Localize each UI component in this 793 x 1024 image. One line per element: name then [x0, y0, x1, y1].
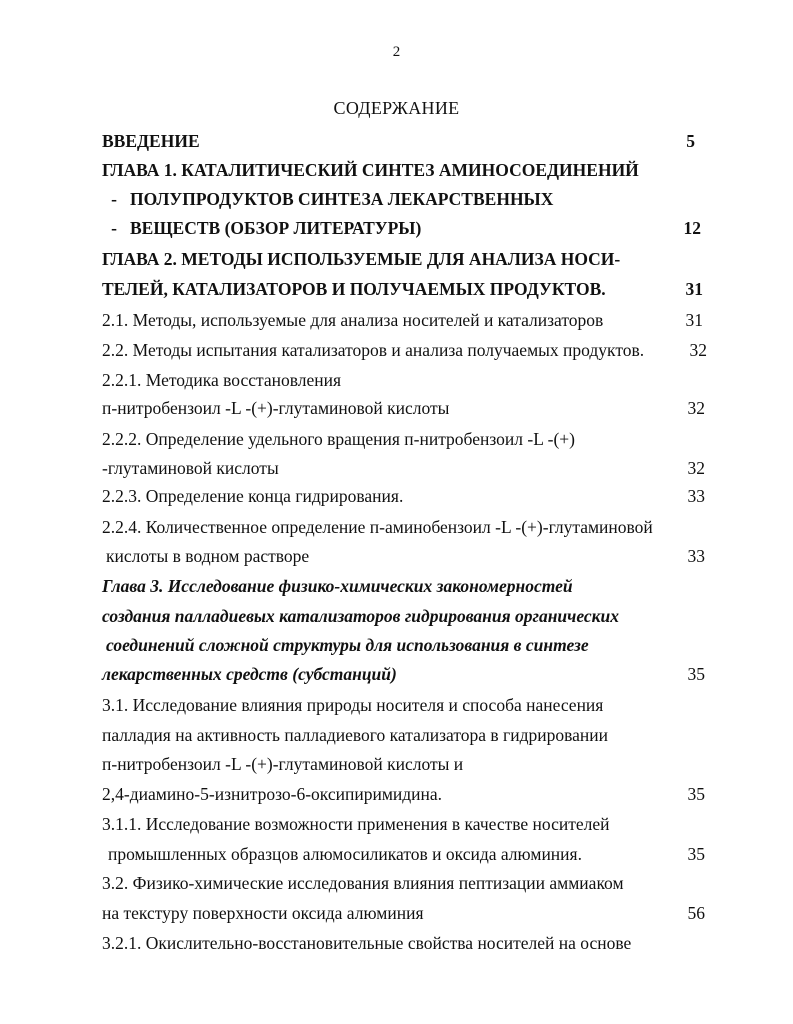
- toc-entry-text: 2.2.3. Определение конца гидрирования.: [102, 486, 404, 506]
- toc-entry-text: п-нитробензоил -L -(+)-глутаминовой кислоты и: [102, 754, 464, 774]
- toc-entry-page: 33: [687, 486, 705, 506]
- toc-entry-page: 32: [687, 398, 705, 418]
- toc-entry: [0, 427, 793, 451]
- toc-entry-text: кислоты в водном растворе: [106, 546, 310, 566]
- toc-entry-text: соединений сложной структуры для использования в синтезе: [106, 635, 589, 655]
- toc-entry-dash: -: [111, 218, 117, 238]
- toc-entry-page: 31: [685, 310, 703, 330]
- toc-entry: [0, 812, 793, 836]
- toc-entry: [0, 187, 793, 211]
- toc-entry: [0, 752, 793, 776]
- toc-entry-text: 3.1. Исследование влияния природы носителя и способа нанесения: [102, 695, 604, 715]
- toc-entry-text: ВВЕДЕНИЕ: [102, 131, 200, 151]
- toc-entry: [0, 515, 793, 539]
- toc-entry-text: 2,4-диамино-5-изнитрозо-6-оксипиримидина.: [102, 784, 443, 804]
- toc-entry-page: 35: [687, 784, 705, 804]
- toc-entry-text: палладия на активность палладиевого катализатора в гидрировании: [102, 725, 608, 745]
- toc-entry-page: 33: [687, 546, 705, 566]
- toc-entry-text: -глутаминовой кислоты: [102, 458, 279, 478]
- toc-entry: [0, 456, 793, 480]
- toc-entry-text: 2.1. Методы, используемые для анализа носителей и катализаторов: [102, 310, 604, 330]
- toc-entry-page: 56: [687, 903, 705, 923]
- toc-entry-text: на текстуру поверхности оксида алюминия: [102, 903, 424, 923]
- toc-entry-text: создания палладиевых катализаторов гидрирования органических: [102, 606, 619, 626]
- toc-entry-page: 32: [687, 458, 705, 478]
- toc-entry-text: промышленных образцов алюмосиликатов и оксида алюминия.: [108, 844, 582, 864]
- toc-entry-page: 31: [685, 279, 703, 299]
- toc-entry: [0, 484, 793, 508]
- toc-entry: [0, 216, 793, 240]
- toc-entry: [0, 931, 793, 955]
- toc-entry-page: 12: [683, 218, 701, 238]
- toc-entry-text: 3.2. Физико-химические исследования влияния пептизации аммиаком: [102, 873, 624, 893]
- toc-entry-text: Глава 3. Исследование физико-химических закономерностей: [102, 576, 573, 596]
- toc-entry: [0, 871, 793, 895]
- toc-entry: [0, 693, 793, 717]
- toc-entry: [0, 782, 793, 806]
- toc-entry: [0, 247, 793, 271]
- toc-entry-page: 32: [689, 340, 707, 360]
- toc-entry-page: 35: [687, 844, 705, 864]
- toc-entry-text: 2.2.1. Методика восстановления: [102, 370, 342, 390]
- toc-entry: [0, 662, 793, 686]
- toc-entry: [0, 604, 793, 628]
- toc-entry: [0, 368, 793, 392]
- toc-entry-text: 3.1.1. Исследование возможности применения в качестве носителей: [102, 814, 610, 834]
- toc-entry-text: лекарственных средств (субстанций): [102, 664, 397, 684]
- toc-entry-dash: -: [111, 189, 117, 209]
- toc-entry-text: п-нитробензоил -L -(+)-глутаминовой кислоты: [102, 398, 450, 418]
- toc-entry: [0, 129, 793, 153]
- toc-entry-text: 2.2.4. Количественное определение п-аминобензоил -L -(+)-глутаминовой: [102, 517, 653, 537]
- toc-entry-text: ГЛАВА 2. МЕТОДЫ ИСПОЛЬЗУЕМЫЕ ДЛЯ АНАЛИЗА НОСИ-: [102, 249, 621, 269]
- toc-entry: [0, 158, 793, 182]
- toc-entry: [0, 723, 793, 747]
- toc-entry-text: 2.2.2. Определение удельного вращения п-нитробензоил -L -(+): [102, 429, 575, 449]
- toc-entry: [0, 544, 793, 568]
- toc-entry-text: ГЛАВА 1. КАТАЛИТИЧЕСКИЙ СИНТЕЗ АМИНОСОЕДИНЕНИЙ: [102, 160, 639, 180]
- toc-entry: [0, 338, 793, 362]
- toc-entry: [0, 574, 793, 598]
- toc-entry-text: 3.2.1. Окислительно-восстановительные свойства носителей на основе: [102, 933, 632, 953]
- toc-entry: [0, 308, 793, 332]
- toc-entry-text: ПОЛУПРОДУКТОВ СИНТЕЗА ЛЕКАРСТВЕННЫХ: [130, 189, 554, 209]
- toc-entry-text: ВЕЩЕСТВ (ОБЗОР ЛИТЕРАТУРЫ): [130, 218, 422, 238]
- toc-entry-page: 35: [687, 664, 705, 684]
- toc-entry: [0, 842, 793, 866]
- toc-entry: [0, 633, 793, 657]
- toc-entry-page: 5: [686, 131, 695, 151]
- toc-entry-text: ТЕЛЕЙ, КАТАЛИЗАТОРОВ И ПОЛУЧАЕМЫХ ПРОДУКТОВ.: [102, 279, 606, 299]
- toc-title: СОДЕРЖАНИЕ: [333, 98, 460, 118]
- toc-entry: [0, 277, 793, 301]
- toc-entry: [0, 396, 793, 420]
- toc-entry-text: 2.2. Методы испытания катализаторов и анализа получаемых продуктов.: [102, 340, 645, 360]
- page-number: 2: [392, 44, 401, 60]
- toc-entry: [0, 901, 793, 925]
